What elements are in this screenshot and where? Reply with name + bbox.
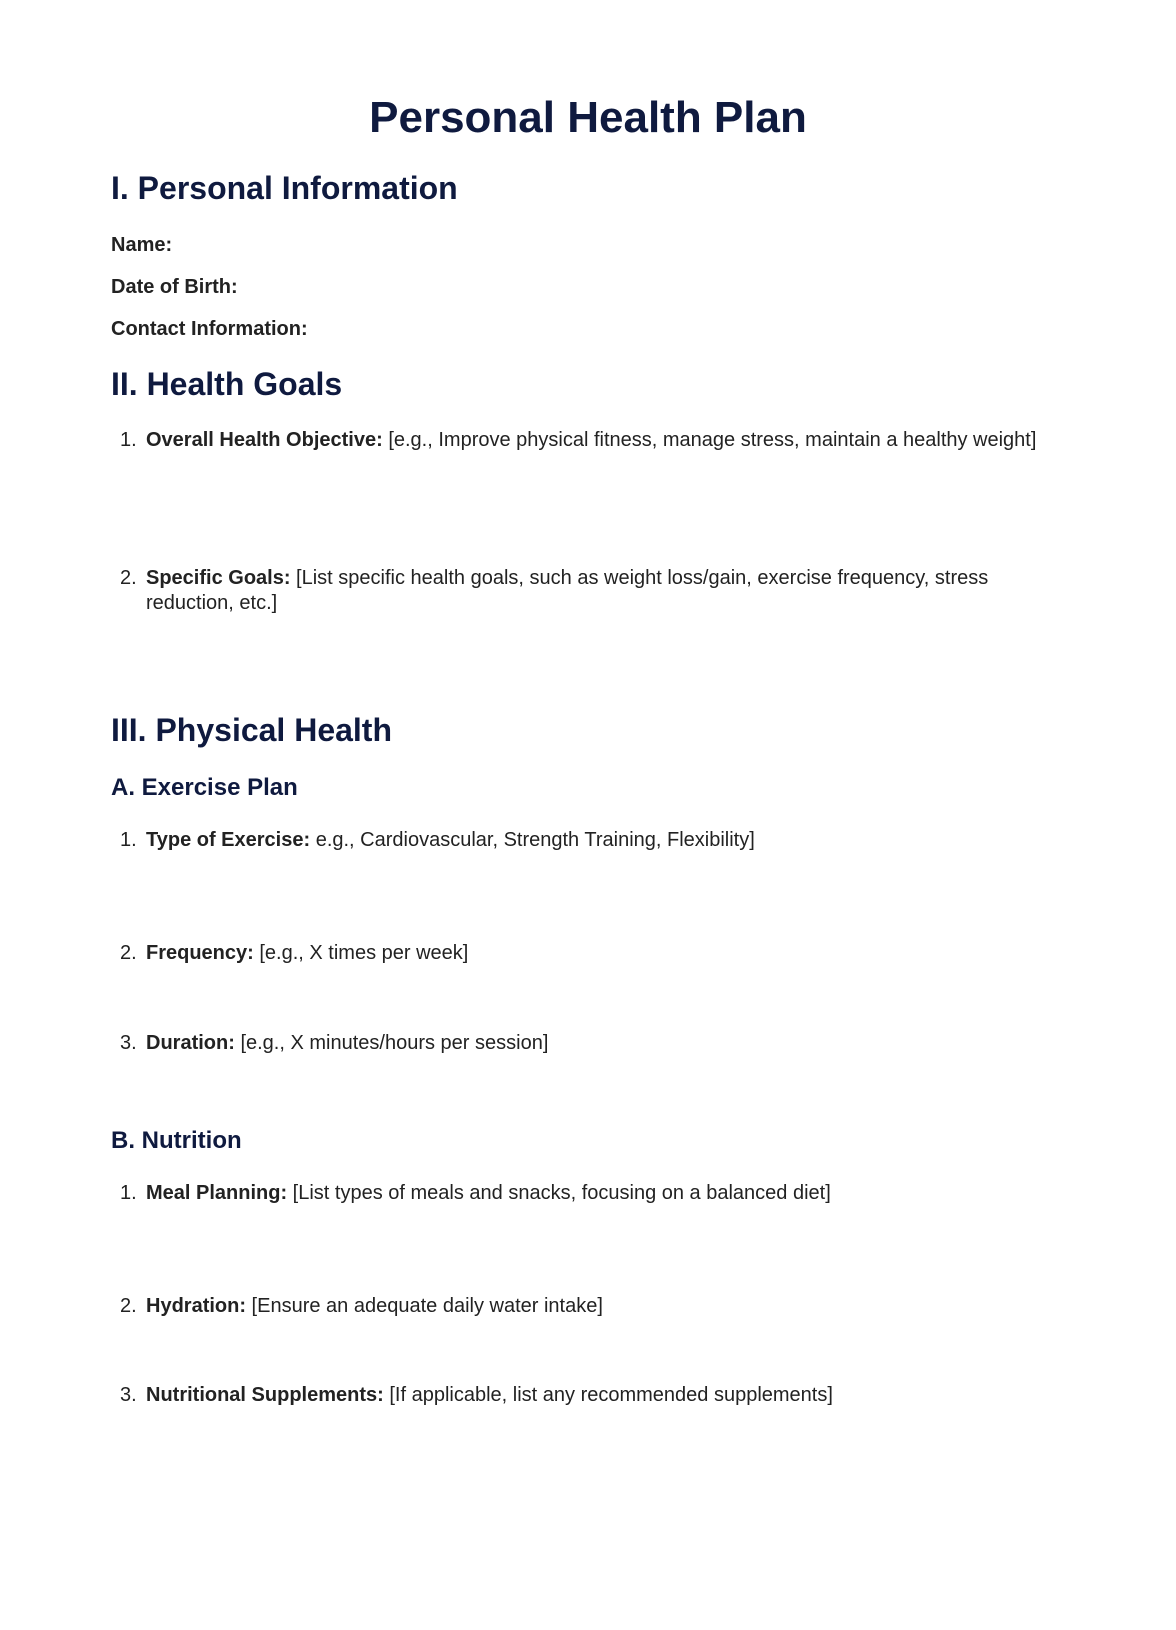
list-item <box>120 1031 1060 1056</box>
item-label: Specific Goals: <box>146 567 291 589</box>
item-number: 1. <box>120 829 137 851</box>
name-field-label: Name: <box>111 234 173 256</box>
item-number: 1. <box>120 429 137 451</box>
list-item <box>120 1383 1060 1408</box>
section-heading-physical-health: III. Physical Health <box>111 712 392 748</box>
item-text: e.g., Cardiovascular, Strength Training, Flexibility] <box>310 829 755 851</box>
item-label: Duration: <box>146 1032 235 1054</box>
item-label: Overall Health Objective: <box>146 429 383 451</box>
list-item <box>120 566 1060 616</box>
item-text: [Ensure an adequate daily water intake] <box>246 1295 603 1317</box>
item-text: [e.g., X times per week] <box>253 942 469 964</box>
subsection-heading-exercise-plan: A. Exercise Plan <box>111 774 298 801</box>
section-heading-personal-information: I. Personal Information <box>111 170 458 206</box>
list-item <box>120 1294 1060 1319</box>
dob-field-label: Date of Birth: <box>111 276 238 298</box>
item-number: 2. <box>120 942 137 964</box>
item-number: 2. <box>120 1295 137 1317</box>
list-item <box>120 828 1060 853</box>
item-label: Meal Planning: <box>146 1182 288 1204</box>
list-item <box>120 1181 1060 1206</box>
item-text: [If applicable, list any recommended supplements] <box>383 1384 833 1406</box>
contact-field-label: Contact Information: <box>111 318 308 340</box>
list-item <box>120 941 1060 966</box>
section-heading-health-goals: II. Health Goals <box>111 366 343 402</box>
item-label: Frequency: <box>146 942 254 964</box>
subsection-heading-nutrition: B. Nutrition <box>111 1127 242 1154</box>
item-text: [e.g., Improve physical fitness, manage stress, maintain a healthy weight] <box>382 429 1037 451</box>
item-text: [List types of meals and snacks, focusing on a balanced diet] <box>287 1182 831 1204</box>
page-title: Personal Health Plan <box>369 93 807 142</box>
item-text: [List specific health goals, such as weight loss/gain, exercise frequency, stress reduction, etc.] <box>146 567 989 614</box>
item-label: Hydration: <box>146 1295 246 1317</box>
item-number: 1. <box>120 1182 137 1204</box>
item-label: Type of Exercise: <box>146 829 311 851</box>
item-number: 3. <box>120 1032 137 1054</box>
list-item <box>120 428 1060 453</box>
item-label: Nutritional Supplements: <box>146 1384 384 1406</box>
item-number: 2. <box>120 567 137 589</box>
item-number: 3. <box>120 1384 137 1406</box>
item-text: [e.g., X minutes/hours per session] <box>234 1032 549 1054</box>
